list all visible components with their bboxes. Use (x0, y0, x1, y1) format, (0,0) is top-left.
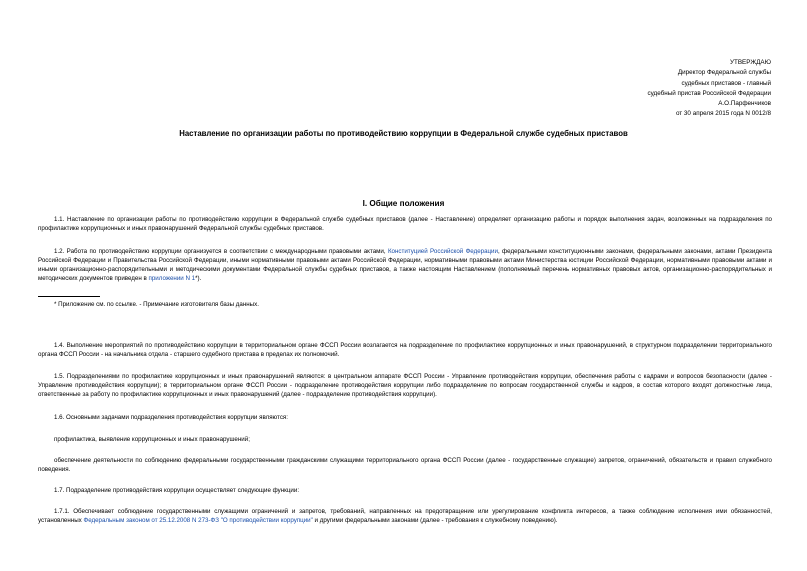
footnote-divider (38, 296, 100, 297)
paragraph-text (38, 248, 772, 284)
approval-heading: УТВЕРЖДАЮ (729, 59, 771, 66)
paragraph-1-6 (38, 414, 772, 423)
footnote-text: * Приложение см. по ссылке. - Примечание изготовителя базы данных. (54, 301, 259, 308)
text-span: *). (195, 274, 202, 282)
paragraph-text (38, 508, 772, 526)
federal-law-273-link[interactable]: Федеральным законом от 25.12.2008 N 273-ФЗ "О противодействии коррупции" (83, 516, 313, 524)
paragraph-text: 1.1. Наставление по организации работы по противодействию коррупции в Федеральной службе судебных приставов (далее - Наставление) определяет организацию работы и порядок выполнения задач, возложенных на подразделения по профилактике коррупционных и иных правонарушений Федеральной службы судебных приставов. (38, 216, 772, 232)
paragraph-text: профилактика, выявление коррупционных и иных правонарушений; (54, 436, 250, 443)
paragraph-list-item-1 (38, 436, 772, 445)
appendix-1-link[interactable]: приложении N 1 (148, 274, 196, 282)
paragraph-text: 1.4. Выполнение мероприятий по противодействию коррупции в территориальном органе ФССП России возлагается на подразделение по профилактике коррупционных и иных правонарушений, в структурном подразделении территориального органа ФССП России - на начальника отдела - старшего судебного пристава в пределах их полномочий. (38, 342, 772, 358)
paragraph-text: 1.6. Основными задачами подразделения противодействия коррупции являются: (54, 414, 288, 421)
paragraph-text: 1.7. Подразделение противодействия коррупции осуществляет следующие функции: (54, 487, 300, 494)
text-span: и другими федеральными законами (далее - требования к служебному поведению). (312, 516, 558, 524)
constitution-link[interactable]: Конституцией Российской Федерации (387, 248, 498, 255)
paragraph-1-7 (38, 487, 772, 496)
approval-date: от 30 апреля 2015 года N 0012/8 (675, 110, 771, 118)
text-span: 1.2. Работа по противодействию коррупции организуется в соответствии с международными правовыми актами, (54, 248, 388, 255)
paragraph-text: обеспечение деятельности по соблюдению федеральными государственными гражданскими служащими территориального органа ФССП России (далее - государственные служащие) запретов, ограничений, обязательств и правил служебного поведения. (38, 457, 772, 473)
paragraph-text: 1.5. Подразделениями по профилактике коррупционных и иных правонарушений являются: в центральном аппарате ФССП России - Управление противодействия коррупции, обеспечения работы с кадрами и вопросов безопасности (далее - Управление противодействия коррупции); в территориальном органе ФССП России - подразделение противодействия коррупции либо подразделение по вопросам государственной службы и кадров, в состав которого входят должностные лица, ответственные за работу по профилактике коррупционных и иных правонарушений (далее - подразделение противодействия коррупции). (38, 373, 772, 398)
approval-line: Директор Федеральной службы (677, 69, 771, 77)
section-title: I. Общие положения (362, 199, 445, 208)
paragraph-list-item-2 (38, 457, 772, 475)
paragraph-1-1 (38, 216, 772, 234)
document-title: Наставление по организации работы по противодействию коррупции в Федеральной службе судебных приставов (179, 129, 628, 138)
paragraph-1-2 (38, 248, 772, 284)
approval-line: судебный пристав Российской Федерации (647, 89, 771, 97)
text-span: 1.7.1. Обеспечивает соблюдение государственными служащими ограничений и запретов, требований, направленных на предотвращение или урегулирование конфликта интересов, а также соблюдение исполнения ими обязанностей, установленных (38, 508, 772, 524)
approval-line: судебных приставов - главный (681, 79, 771, 87)
paragraph-1-4 (38, 342, 772, 360)
text-span: , федеральными конституционными законами, федеральными законами, актами Президента Российской Федерации и Правительства Российской Федерации, иными нормативными правовыми актами Российской Федерации, нормативными правовыми актами Министерства юстиции Российской Федерации, нормативными правовыми актами и иными организационно-распорядительными и методическими документами Федеральной службы судебных приставов, а также настоящим Наставлением (пополняемый перечень нормативных правовых актов, организационно-распорядительных и методических документов приведен в (38, 248, 772, 282)
approval-block (647, 58, 771, 120)
paragraph-1-7-1 (38, 508, 772, 526)
footnote-block (38, 296, 772, 310)
approval-signatory: А.О.Парфенчиков (718, 100, 771, 108)
paragraph-1-5 (38, 373, 772, 400)
